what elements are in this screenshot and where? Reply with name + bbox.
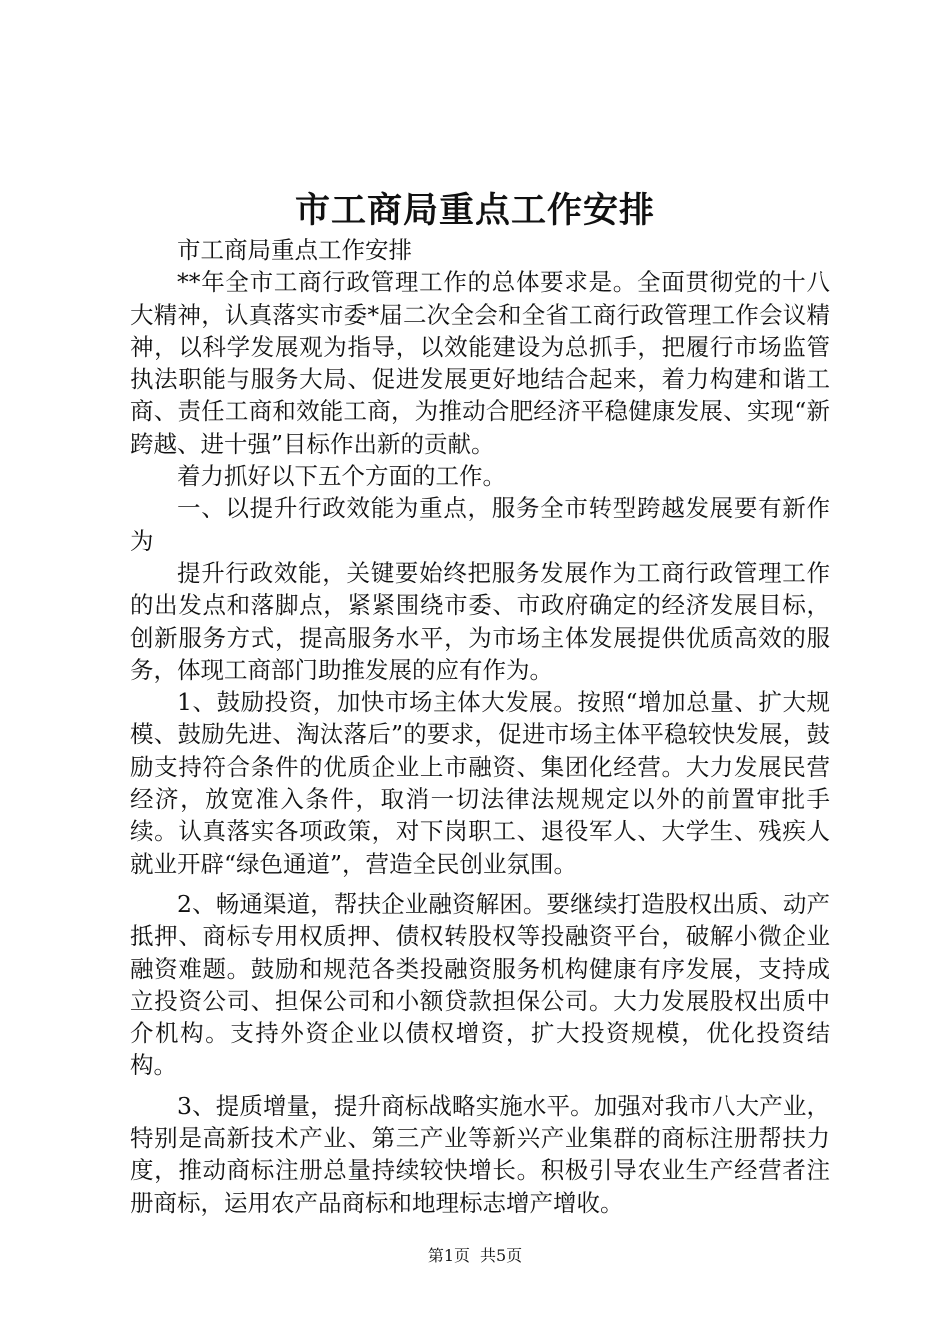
- paragraph-item-2: 2、畅通渠道，帮扶企业融资解困。要继续打造股权出质、动产抵押、商标专用权质押、债权转股权等投融资平台，破解小微企业融资难题。鼓励和规范各类投融资服务机构健康有序发展，支持成立投资公司、担保公司和小额贷款担保公司。大力发展股权出质中介机构。支持外资企业以债权增资，扩大投资规模，优化投资结构。: [130, 889, 830, 1080]
- document-body: [130, 234, 830, 1219]
- paragraph-item-1: 1、鼓励投资，加快市场主体大发展。按照“增加总量、扩大规模、鼓励先进、淘汰落后”的要求，促进市场主体平稳较快发展，鼓励支持符合条件的优质企业上市融资、集团化经营。大力发展民营经济，放宽准入条件，取消一切法律法规规定以外的前置审批手续。认真落实各项政策，对下岗职工、退役军人、大学生、残疾人就业开辟“绿色通道”，营造全民创业氛围。: [130, 688, 830, 878]
- paragraph-subtitle: 市工商局重点工作安排: [177, 236, 412, 264]
- page-footer: [0, 1243, 950, 1266]
- paragraph-item-3: 3、提质增量，提升商标战略实施水平。加强对我市八大产业，特别是高新技术产业、第三产业等新兴产业集群的商标注册帮扶力度，推动商标注册总量持续较快增长。积极引导农业生产经营者注册商标，运用农产品商标和地理标志增产增收。: [130, 1091, 830, 1217]
- paragraph-efficiency: 提升行政效能，关键要始终把服务发展作为工商行政管理工作的出发点和落脚点，紧紧围绕市委、市政府确定的经济发展目标，创新服务方式，提高服务水平，为市场主体发展提供优质高效的服务，体现工商部门助推发展的应有作为。: [130, 558, 830, 684]
- paragraph-five-aspects: 着力抓好以下五个方面的工作。: [177, 462, 506, 491]
- section-heading-1: 一、以提升行政效能为重点，服务全市转型跨越发展要有新作为: [130, 494, 830, 555]
- page-number: 第1页: [427, 1246, 470, 1265]
- page-total: 共5页: [480, 1246, 523, 1265]
- paragraph-general-requirements: **年全市工商行政管理工作的总体要求是。全面贯彻党的十八大精神，认真落实市委*届二次全会和全省工商行政管理工作会议精神，以科学发展观为指导，以效能建设为总抓手，把履行市场监管执法职能与服务大局、促进发展更好地结合起来，着力构建和谐工商、责任工商和效能工商，为推动合肥经济平稳健康发展、实现“新跨越、进十强”目标作出新的贡献。: [130, 268, 830, 458]
- document-title: 市工商局重点工作安排: [294, 190, 655, 231]
